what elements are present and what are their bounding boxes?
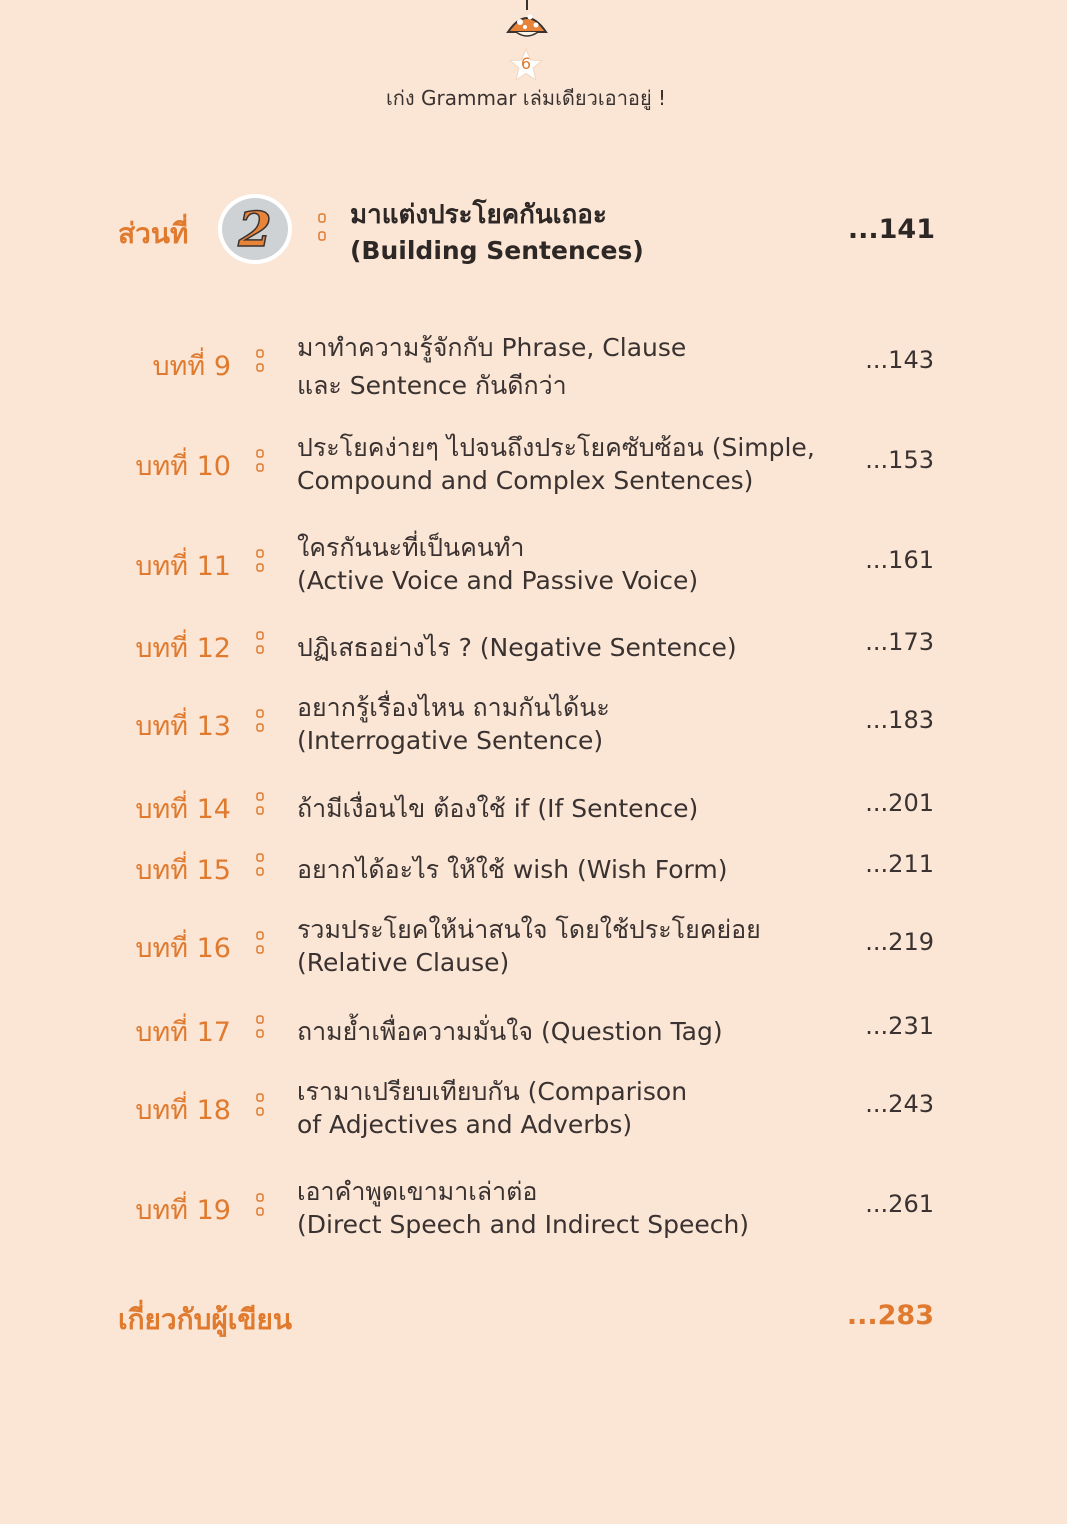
chapter-page-number: ...153 bbox=[865, 446, 934, 474]
chapter-label: บทที่ 15 bbox=[135, 855, 231, 886]
chapter-page-number: ...173 bbox=[865, 628, 934, 656]
part-number: 2 bbox=[238, 202, 272, 258]
colon-separator bbox=[256, 1192, 264, 1218]
chapter-label: บทที่ 13 bbox=[135, 711, 231, 742]
mushroom-lamp-icon bbox=[502, 0, 552, 50]
chapter-item[interactable] bbox=[0, 850, 1067, 886]
colon-separator bbox=[256, 1092, 264, 1118]
colon-separator bbox=[256, 548, 264, 574]
chapter-page-number: ...211 bbox=[865, 850, 934, 878]
chapter-item[interactable] bbox=[0, 789, 1067, 825]
chapter-item[interactable] bbox=[0, 628, 1067, 664]
about-author-page-number: ...283 bbox=[846, 1300, 934, 1331]
chapter-title-line1: มาทำความรู้จักกับ Phrase, Clause bbox=[297, 333, 687, 362]
colon-separator bbox=[256, 791, 264, 817]
chapter-item[interactable] bbox=[0, 328, 1067, 404]
chapter-item[interactable] bbox=[0, 688, 1067, 764]
chapter-label: บทที่ 11 bbox=[135, 551, 231, 582]
chapter-title-line1: ปฏิเสธอย่างไร ? (Negative Sentence) bbox=[297, 633, 737, 662]
colon-separator bbox=[318, 210, 326, 244]
chapter-item[interactable] bbox=[0, 1012, 1067, 1048]
chapter-title-line1: ถามย้ำเพื่อความมั่นใจ (Question Tag) bbox=[297, 1017, 723, 1046]
colon-separator bbox=[256, 630, 264, 656]
chapter-page-number: ...201 bbox=[865, 789, 934, 817]
part-page-number: ...141 bbox=[847, 214, 935, 245]
chapter-page-number: ...231 bbox=[865, 1012, 934, 1040]
chapter-page-number: ...219 bbox=[865, 928, 934, 956]
chapter-page-number: ...183 bbox=[865, 706, 934, 734]
chapter-title-line2: (Direct Speech and Indirect Speech) bbox=[297, 1210, 750, 1239]
chapter-title-line1: รวมประโยคให้น่าสนใจ โดยใช้ประโยคย่อย bbox=[297, 915, 761, 944]
about-author-label[interactable]: เกี่ยวกับผู้เขียน bbox=[118, 1303, 293, 1336]
chapter-label: บทที่ 17 bbox=[135, 1017, 231, 1048]
chapter-title-line1: ใครกันนะที่เป็นคนทำ bbox=[297, 533, 525, 562]
chapter-title-line1: ประโยคง่ายๆ ไปจนถึงประโยคซับซ้อน (Simple, bbox=[297, 433, 815, 462]
colon-separator bbox=[256, 930, 264, 956]
chapter-item[interactable] bbox=[0, 910, 1067, 986]
chapter-title-line1: อยากรู้เรื่องไหน ถามกันได้นะ bbox=[297, 693, 610, 722]
chapter-item[interactable] bbox=[0, 1172, 1067, 1248]
chapter-title-line2: และ Sentence กันดีกว่า bbox=[297, 371, 567, 400]
colon-separator bbox=[256, 1014, 264, 1040]
chapter-title-line1: เอาคำพูดเขามาเล่าต่อ bbox=[297, 1177, 538, 1206]
chapter-label: บทที่ 14 bbox=[135, 794, 231, 825]
part-heading bbox=[0, 190, 1067, 280]
chapter-item[interactable] bbox=[0, 1072, 1067, 1148]
chapter-item[interactable] bbox=[0, 528, 1067, 604]
chapter-label: บทที่ 18 bbox=[135, 1095, 231, 1126]
colon-separator bbox=[256, 448, 264, 474]
chapter-title-line2: of Adjectives and Adverbs) bbox=[297, 1110, 633, 1139]
colon-separator bbox=[256, 348, 264, 374]
chapter-page-number: ...143 bbox=[865, 346, 934, 374]
part-label: ส่วนที่ bbox=[118, 217, 189, 250]
page-number: 6 bbox=[520, 54, 532, 73]
chapter-page-number: ...243 bbox=[865, 1090, 934, 1118]
chapter-title-line1: ถ้ามีเงื่อนไข ต้องใช้ if (If Sentence) bbox=[297, 794, 699, 823]
colon-separator bbox=[256, 852, 264, 878]
part-title-english: (Building Sentences) bbox=[350, 236, 644, 265]
chapter-label: บทที่ 10 bbox=[135, 451, 231, 482]
running-header: เก่ง Grammar เล่มเดียวเอาอยู่ ! bbox=[385, 86, 667, 110]
chapter-label: บทที่ 16 bbox=[135, 933, 231, 964]
chapter-title-line1: อยากได้อะไร ให้ใช้ wish (Wish Form) bbox=[297, 855, 728, 884]
part-number-badge bbox=[216, 192, 294, 266]
chapter-title-line2: (Active Voice and Passive Voice) bbox=[297, 566, 699, 595]
chapter-title-line2: (Relative Clause) bbox=[297, 948, 510, 977]
colon-separator bbox=[256, 708, 264, 734]
chapter-label: บทที่ 9 bbox=[152, 351, 231, 382]
chapter-title-line2: (Interrogative Sentence) bbox=[297, 726, 604, 755]
part-title-thai: มาแต่งประโยคกันเถอะ bbox=[350, 200, 607, 230]
chapter-label: บทที่ 19 bbox=[135, 1195, 231, 1226]
chapter-page-number: ...161 bbox=[865, 546, 934, 574]
chapter-label: บทที่ 12 bbox=[135, 633, 231, 664]
chapter-page-number: ...261 bbox=[865, 1190, 934, 1218]
chapter-title-line1: เรามาเปรียบเทียบกัน (Comparison bbox=[297, 1077, 688, 1106]
chapter-title-line2: Compound and Complex Sentences) bbox=[297, 466, 754, 495]
chapter-item[interactable] bbox=[0, 428, 1067, 504]
